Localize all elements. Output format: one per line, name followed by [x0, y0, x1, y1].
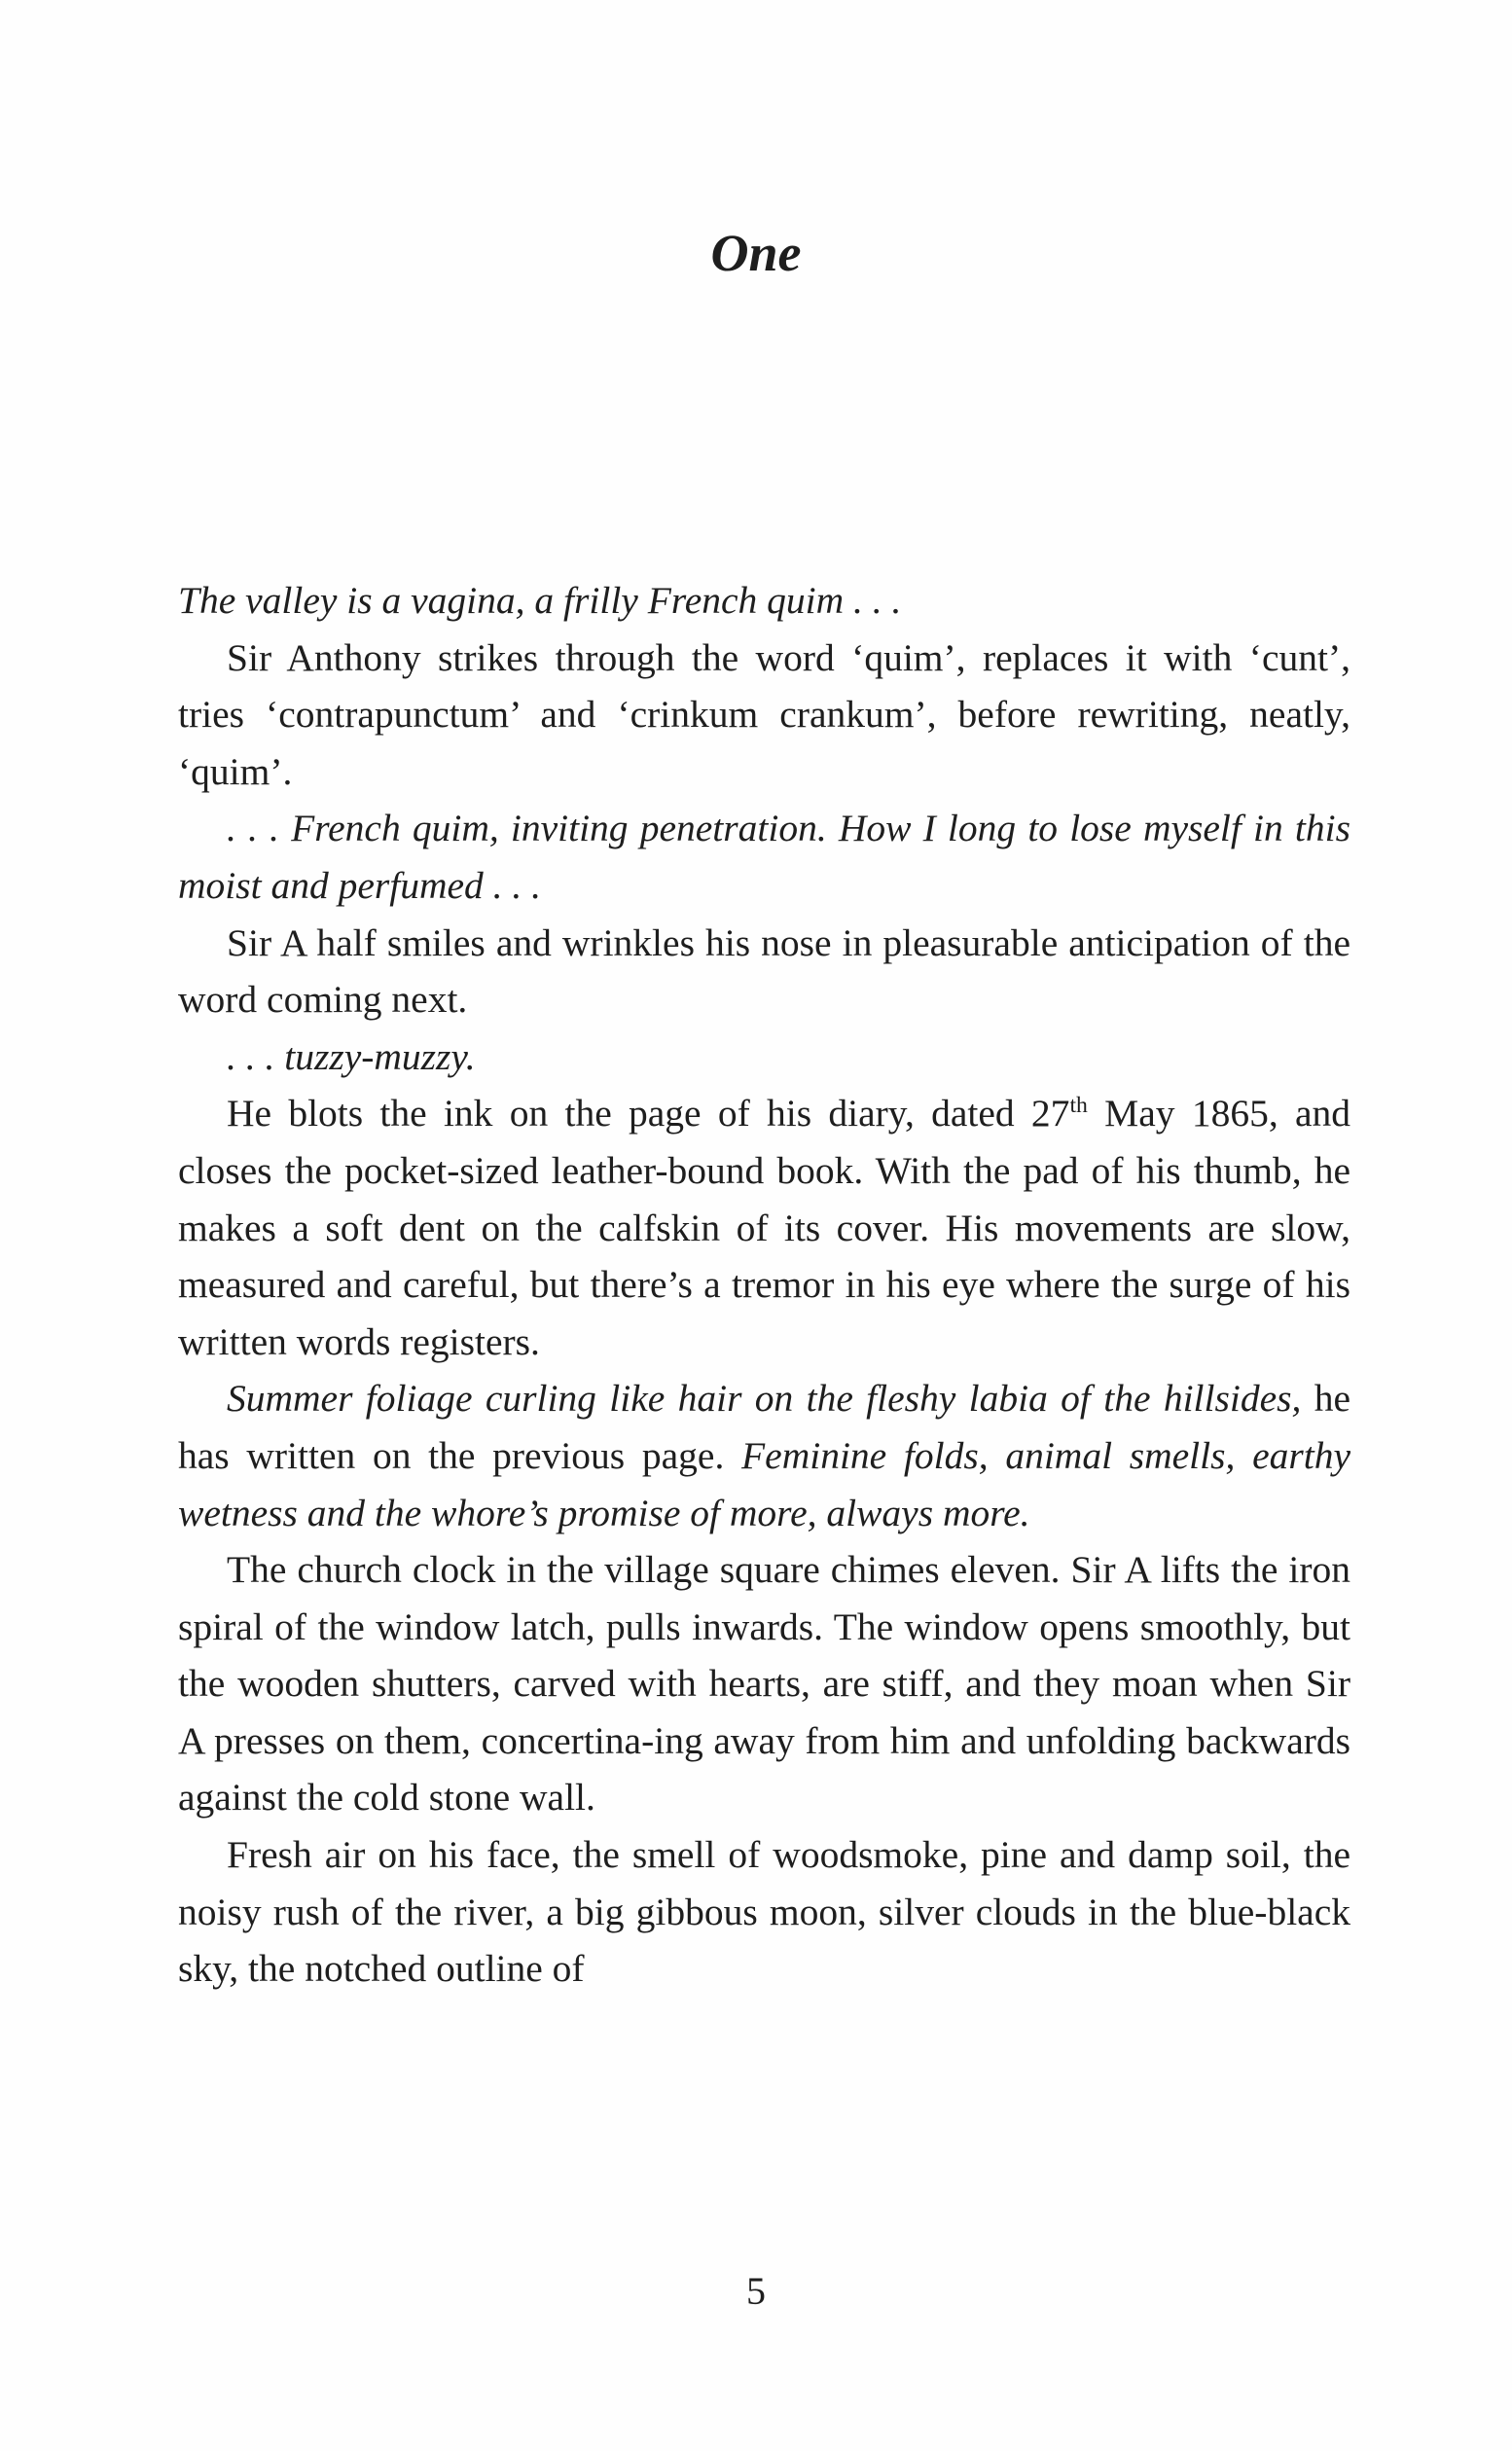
page-number: 5: [746, 2269, 766, 2313]
diary-excerpt: Feminine folds, animal smells, earthy wetness and the whore’s promise of more, always more.: [178, 1433, 1350, 1534]
paragraph: [178, 800, 1350, 914]
diary-excerpt: . . . tuzzy-muzzy.: [227, 1034, 476, 1078]
paragraph-text: he has written on the previous page.: [178, 1377, 1350, 1477]
paragraph-text: He blots the ink on the page of his diary, dated 27: [227, 1092, 1070, 1135]
paragraph: Sir Anthony strikes through the word ‘quim’, replaces it with ‘cunt’, tries ‘contrapunctum’ and ‘crinkum crankum’, before rewriting, neatly, ‘quim’.: [178, 635, 1350, 793]
paragraph: [178, 1085, 1350, 1370]
paragraph: Sir A half smiles and wrinkles his nose in pleasurable anticipation of the word coming next.: [178, 920, 1350, 1022]
paragraph: [178, 572, 1350, 630]
diary-excerpt: . . . French quim, inviting penetration. How I long to lose myself in this moist and perfumed . . .: [178, 807, 1350, 907]
paragraph: Fresh air on his face, the smell of woodsmoke, pine and damp soil, the noisy rush of the river, a big gibbous moon, silver clouds in the blue-black sky, the notched outline of: [178, 1833, 1350, 1991]
paragraph: The church clock in the village square chimes eleven. Sir A lifts the iron spiral of the window latch, pulls inwards. The window opens smoothly, but the wooden shutters, carved with hearts, are stiff, and they moan when Sir A presses on them, concertina-ing away from him and unfolding backwards against the cold stone wall.: [178, 1548, 1350, 1820]
paragraph-text: May 1865, and closes the pocket-sized leather-bound book. With the pad of his thumb, he makes a soft dent on the calfskin of its cover. His movements are slow, measured and careful, but there’s a tremor in his eye where the surge of his written words registers.: [178, 1092, 1351, 1363]
diary-excerpt: The valley is a vagina, a frilly French quim . . .: [178, 579, 902, 622]
body-text: [178, 572, 1350, 1998]
paragraph: [178, 1028, 1350, 1086]
ordinal-suffix: th: [1069, 1093, 1088, 1119]
paragraph: [178, 1370, 1350, 1541]
chapter-title: One: [710, 224, 802, 282]
diary-excerpt: Summer foliage curling like hair on the fleshy labia of the hillsides,: [227, 1377, 1302, 1421]
